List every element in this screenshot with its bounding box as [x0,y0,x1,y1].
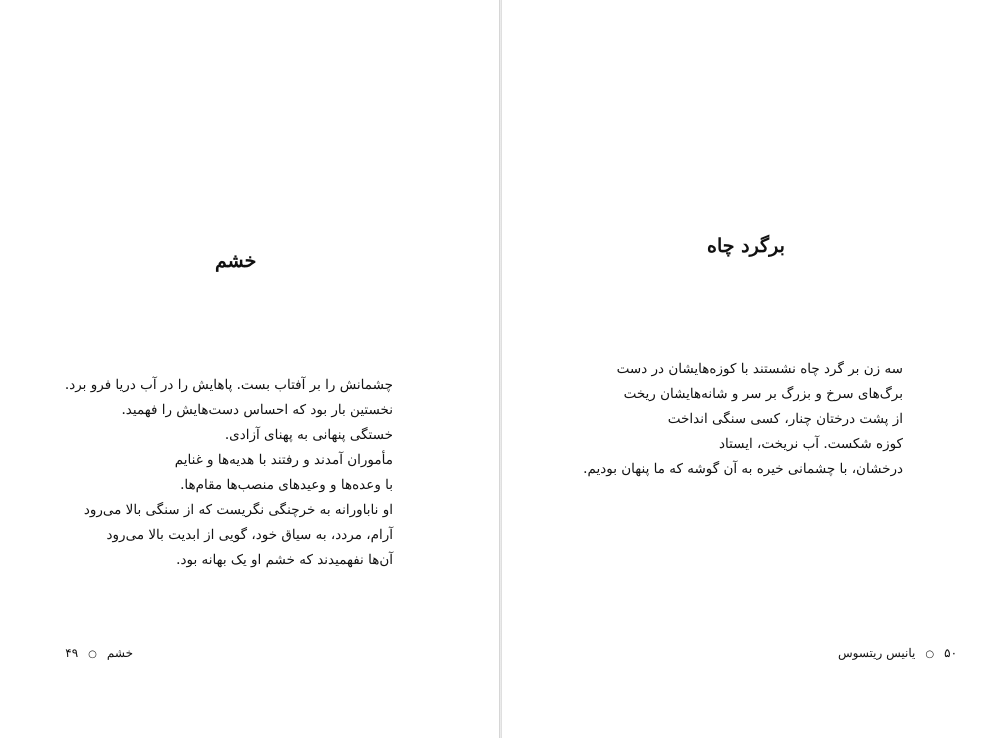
poem-body [65,373,393,573]
poem-line: درخشان، با چشمانی خیره به آن گوشه که ما پنهان بودیم. [583,461,903,477]
poem-line: خستگی پنهانی به پهنای آزادی. [224,427,393,443]
poem-line: نخستین بار بود که احساس دست‌هایش را فهمید. [121,402,393,418]
running-head: یانیس ریتسوس [838,646,916,660]
poem-title: خشم [215,250,257,272]
poem-body [583,357,903,482]
right-page [502,0,1001,738]
poem-line: او ناباورانه به خرچنگی نگریست که از سنگی بالا می‌رود [83,502,393,518]
poem-line: برگ‌های سرخ و بزرگ بر سر و شانه‌هایشان ریخت [623,386,903,402]
running-head: خشم [106,646,133,660]
poem-line: با وعده‌ها و وعیدهای منصب‌ها مقام‌ها. [180,477,393,493]
poem-line: از پشت درختان چنار، کسی سنگی انداخت [667,411,903,427]
poem-line: مأموران آمدند و رفتند با هدیه‌ها و غنایم [174,452,393,468]
separator-ornament: ○ [88,649,97,660]
left-page [0,0,499,738]
poem-line: آرام، مردد، به سیاق خود، گویی از ابدیت بالا می‌رود [106,527,393,543]
page-footer [838,645,957,663]
poem-line: کوزه شکست. آب نریخت، ایستاد [718,436,903,452]
separator-ornament: ○ [925,649,935,660]
poem-line: چشمانش را بر آفتاب بست. پاهایش را در آب دریا فرو برد. [64,377,393,393]
poem-title: برگرد چاه [707,235,785,257]
page-footer [65,645,133,663]
poem-line: آن‌ها نفهمیدند که خشم او یک بهانه بود. [176,552,393,568]
page-number: ۴۹ [65,646,79,660]
poem-line: سه زن بر گرد چاه نشستند با کوزه‌هایشان در دست [616,361,903,377]
page-number: ۵۰ [944,646,958,660]
